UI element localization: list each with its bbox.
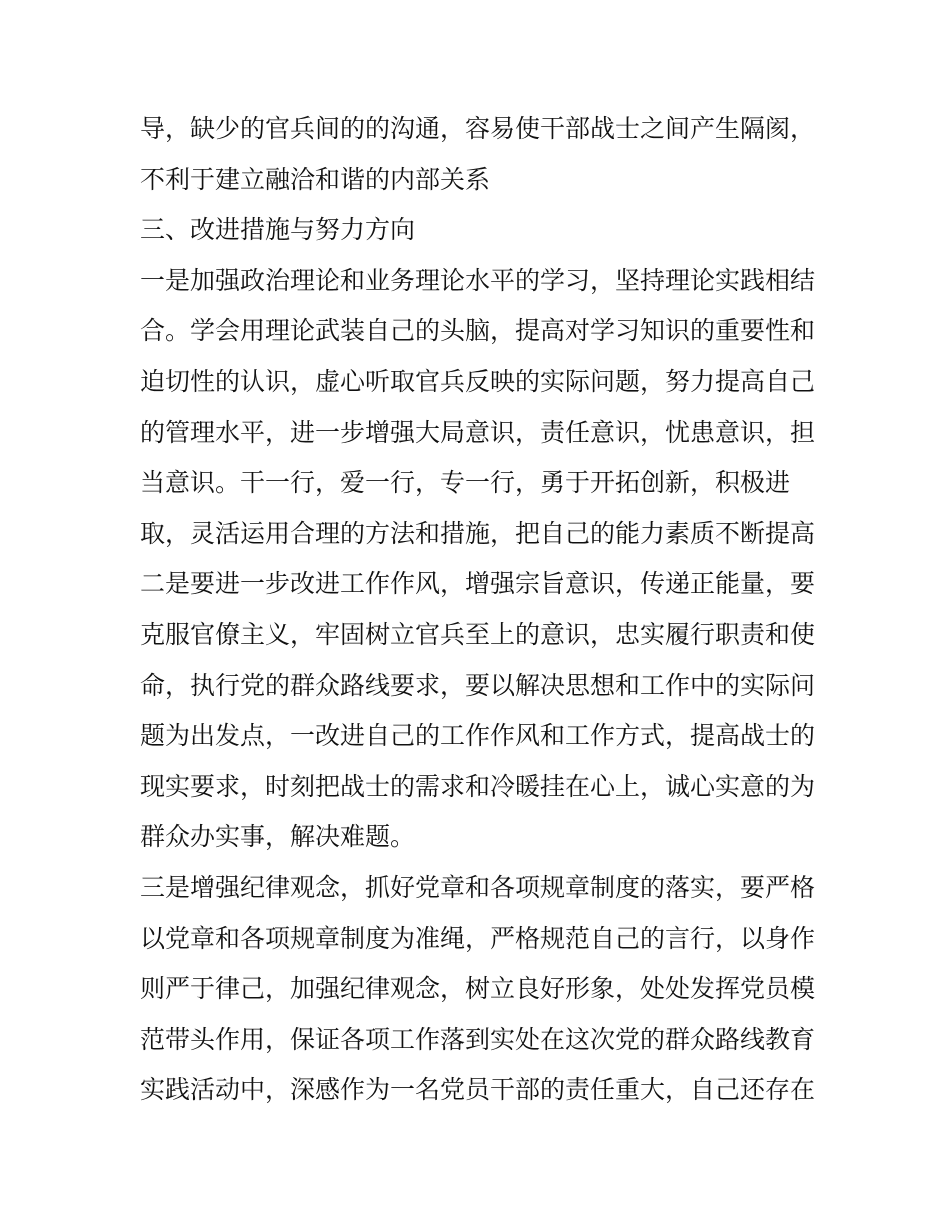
text-line: 实践活动中，深感作为一名党员干部的责任重大，自己还存在 bbox=[140, 1075, 816, 1105]
text-line: 合。学会用理论武装自己的头脑，提高对学习知识的重要性和 bbox=[140, 316, 816, 346]
text-line: 范带头作用，保证各项工作落到实处在这次党的群众路线教育 bbox=[140, 1024, 816, 1054]
text-line: 命，执行党的群众路线要求，要以解决思想和工作中的实际问 bbox=[140, 670, 816, 700]
text-line: 当意识。干一行，爱一行，专一行，勇于开拓创新，积极进 bbox=[140, 468, 791, 498]
text-line: 三是增强纪律观念，抓好党章和各项规章制度的落实，要严格 bbox=[140, 872, 816, 902]
text-line: 以党章和各项规章制度为准绳，严格规范自己的言行，以身作 bbox=[140, 923, 816, 953]
text-line: 取，灵活运用合理的方法和措施，把自己的能力素质不断提高 bbox=[140, 518, 816, 548]
section-heading: 三、改进措施与努力方向 bbox=[140, 215, 416, 245]
text-line: 导，缺少的官兵间的的沟通，容易使干部战士之间产生隔阂， bbox=[140, 114, 816, 143]
text-line: 一是加强政治理论和业务理论水平的学习，坚持理论实践相结 bbox=[140, 265, 816, 295]
text-line: 不利于建立融洽和谐的内部关系 bbox=[140, 164, 491, 194]
text-line: 迫切性的认识，虚心听取官兵反映的实际问题，努力提高自己 bbox=[140, 366, 816, 396]
text-line: 则严于律己，加强纪律观念，树立良好形象，处处发挥党员模 bbox=[140, 974, 816, 1004]
text-line: 的管理水平，进一步增强大局意识，责任意识，忧患意识，担 bbox=[140, 417, 816, 447]
text-line: 题为出发点，一改进自己的工作作风和工作方式，提高战士的 bbox=[140, 721, 816, 751]
text-line: 现实要求，时刻把战士的需求和冷暖挂在心上，诚心实意的为 bbox=[140, 771, 816, 801]
text-line: 群众办实事，解决难题。 bbox=[140, 822, 416, 852]
text-line: 二是要进一步改进工作作风，增强宗旨意识，传递正能量，要 bbox=[140, 569, 816, 599]
text-line: 克服官僚主义，牢固树立官兵至上的意识，忠实履行职责和使 bbox=[140, 619, 816, 649]
body-text bbox=[140, 104, 820, 1116]
